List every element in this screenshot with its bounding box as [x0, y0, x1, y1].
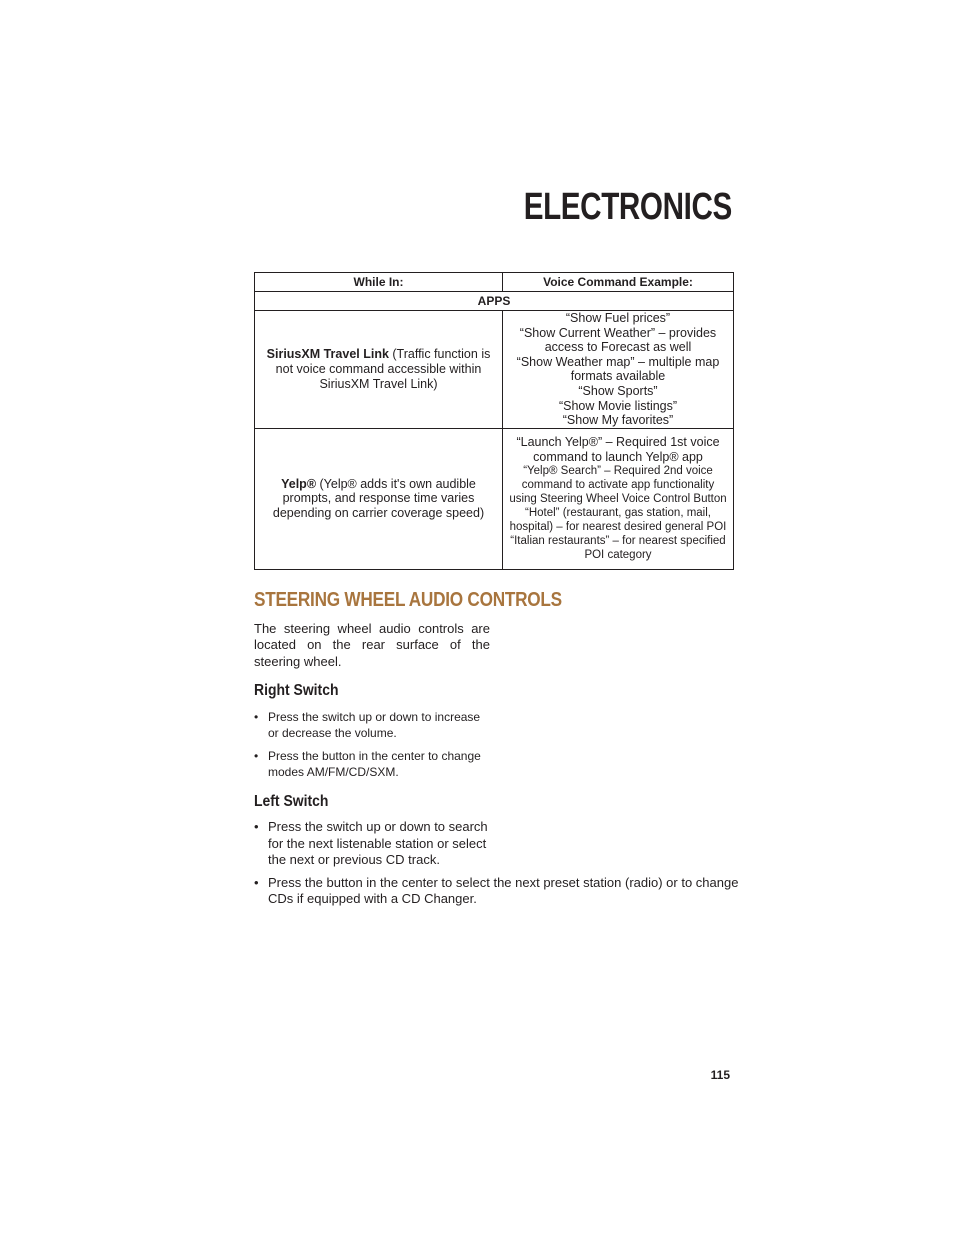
example-line: “Show Weather map” – multiple map formats available: [516, 354, 720, 384]
example-line: “Show Movie listings”: [558, 398, 678, 413]
steering-wheel-section: [254, 589, 744, 914]
table-section-row: [255, 292, 734, 311]
table-row: [255, 428, 734, 569]
section-heading: STEERING WHEEL AUDIO CONTROLS: [254, 589, 562, 611]
list-item: • Press the button in the center to change modes AM/FM/CD/SXM.: [254, 748, 490, 781]
list-item: • Press the button in the center to select the next preset station (radio) or to change CDs if equipped with a CD Changer.: [254, 875, 744, 908]
table-cell-examples: [503, 311, 734, 429]
column-header-while-in: While In:: [255, 273, 503, 292]
example-line: “Yelp® Search” – Required 2nd voice command to activate app functionality using Steering Wheel Voice Control Button: [509, 465, 727, 506]
page-number: 115: [710, 1068, 730, 1082]
example-line: “Hotel” (restaurant, gas station, mail, hospital) – for nearest desired general POI: [509, 507, 727, 534]
column-header-voice-command: Voice Command Example:: [503, 273, 734, 292]
example-line: “Show My favorites”: [562, 413, 674, 428]
example-line: “Launch Yelp®” – Required 1st voice command to launch Yelp® app: [516, 435, 720, 464]
list-item: • Press the switch up or down to increase or decrease the volume.: [254, 709, 490, 742]
list-item: • Press the switch up or down to search for the next listenable station or select the next or previous CD track.: [254, 819, 504, 869]
example-line: “Show Sports”: [578, 383, 658, 398]
mode-description: (Traffic function is not voice command accessible within SiriusXM Travel Link): [275, 347, 491, 391]
table-row: [255, 311, 734, 429]
table-cell-mode: [255, 428, 503, 569]
table-section-label: APPS: [255, 292, 734, 311]
page-section-title: ELECTRONICS: [523, 186, 732, 228]
right-switch-heading: Right Switch: [254, 682, 339, 699]
voice-command-table: [254, 272, 734, 570]
table-cell-mode: [255, 311, 503, 429]
example-line: “Show Fuel prices”: [565, 311, 671, 325]
example-line: “Show Current Weather” – provides access to Forecast as well: [519, 325, 717, 355]
left-switch-heading: Left Switch: [254, 792, 329, 810]
table-cell-examples: [503, 428, 734, 569]
mode-name: Yelp®: [281, 476, 317, 491]
mode-description: (Yelp® adds it's own audible prompts, and response time varies depending on carrier coverage speed): [272, 476, 485, 521]
mode-name: SiriusXM Travel Link: [266, 347, 389, 362]
table-header-row: [255, 273, 734, 292]
intro-paragraph: The steering wheel audio controls are located on the rear surface of the steering wheel.: [254, 620, 490, 669]
left-switch-list: [254, 819, 744, 908]
example-line: “Italian restaurants” – for nearest specified POI category: [510, 535, 726, 562]
right-switch-list: [254, 709, 490, 781]
